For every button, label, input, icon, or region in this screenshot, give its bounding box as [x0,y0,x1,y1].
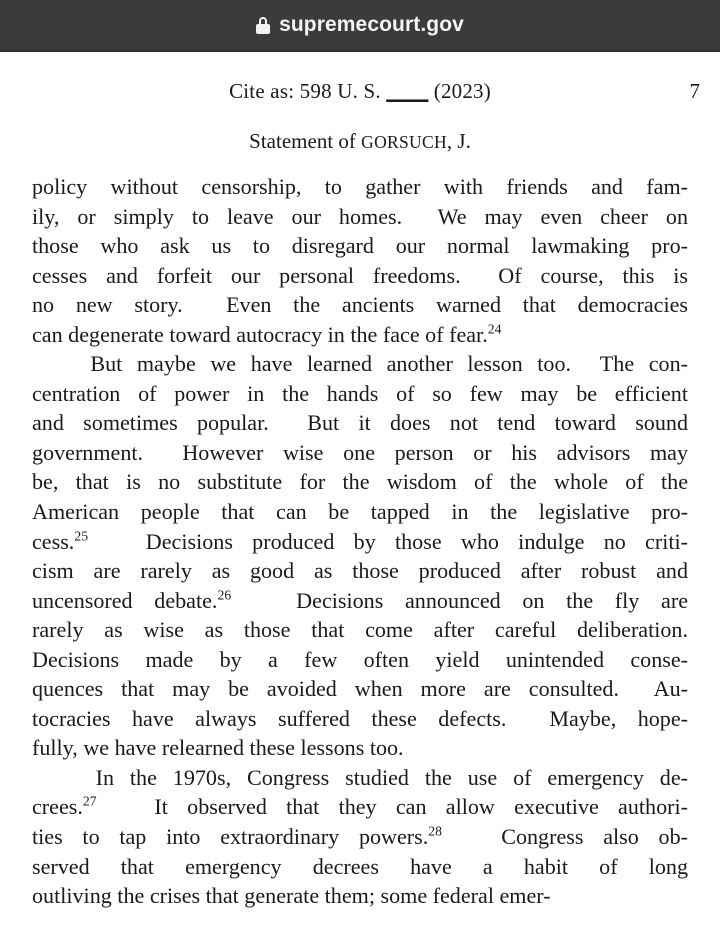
document-page [0,79,720,911]
opinion-body-text [32,154,688,911]
citation-blank: ____ [386,79,429,103]
text-line: cess.$^{25}$ Decisions produced by those who indulge no criti- [32,528,688,554]
paragraph [32,349,688,763]
statement-prefix: Statement of [249,129,362,153]
text-line: policy without censorship, to gather with friends and fam- [32,174,688,199]
text-line: government. However wise one person or his advisors may [32,439,688,465]
text-line: outliving the crises that generate them; some federal emer- [32,883,551,909]
text-line: tocracies have always suffered these defects. Maybe, hope- [32,705,688,731]
statement-heading [20,129,700,154]
citation-prefix: Cite as: 598 U. S. [229,79,387,103]
footnote-marker[interactable]: 25 [74,528,89,544]
lock-icon [256,17,270,34]
footnote-marker[interactable]: 28 [428,823,442,839]
text-line: no new story. Even the ancients warned that democracies [32,292,688,318]
citation-line [20,79,700,104]
text-line: those who ask us to disregard our normal lawmaking pro- [32,233,688,259]
text-line: ily, or simply to leave our homes. We may even cheer on [32,203,688,229]
statement-suffix: , J. [446,129,471,153]
text-line: rarely as wise as those that come after careful deliberation. [32,617,688,643]
text-line: cism are rarely as good as those produced after robust and [32,558,688,584]
text-line: American people that can be tapped in the legislative pro- [32,499,688,525]
text-line: be, that is no substitute for the wisdom of the whole of the [32,469,688,495]
paragraph [32,763,688,911]
document-header [20,79,700,109]
citation-year: (2023) [428,79,491,103]
site-url-label[interactable]: supremecourt.gov [279,13,464,36]
browser-address-bar[interactable] [0,0,720,52]
paragraph [32,172,688,349]
text-line: In the 1970s, Congress studied the use of emergency de- [32,764,688,790]
text-line: crees.$^{27}$ It observed that they can allow executive authori- [32,794,688,820]
footnote-marker[interactable]: 27 [82,794,97,809]
text-line: Decisions made by a few often yield unintended conse- [32,646,688,672]
text-line: fully, we have relearned these lessons too. [32,735,404,761]
text-line: centration of power in the hands of so few may be efficient [32,380,688,406]
text-line: uncensored debate.$^{26}$ Decisions announced on the fly are [32,587,688,613]
text-line: and sometimes popular. But it does not tend toward sound [32,410,688,436]
statement-justice-name: GORSUCH [361,132,447,152]
text-line: served that emergency decrees have a habit of long [32,853,688,879]
footnote-marker[interactable]: 26 [217,587,232,603]
footnote-marker[interactable]: 24 [487,321,502,337]
text-line: ties to tap into extraordinary powers.$^{28}$ Congress also ob- [32,823,688,850]
page-number: 7 [689,79,700,103]
text-line: can degenerate toward autocracy in the face of fear.$^{24}$ [32,321,502,347]
text-line: quences that may be avoided when more are consulted. Au- [32,676,688,702]
text-line: cesses and forfeit our personal freedoms. Of course, this is [32,262,688,288]
text-line: But maybe we have learned another lesson too. The con- [32,351,688,377]
